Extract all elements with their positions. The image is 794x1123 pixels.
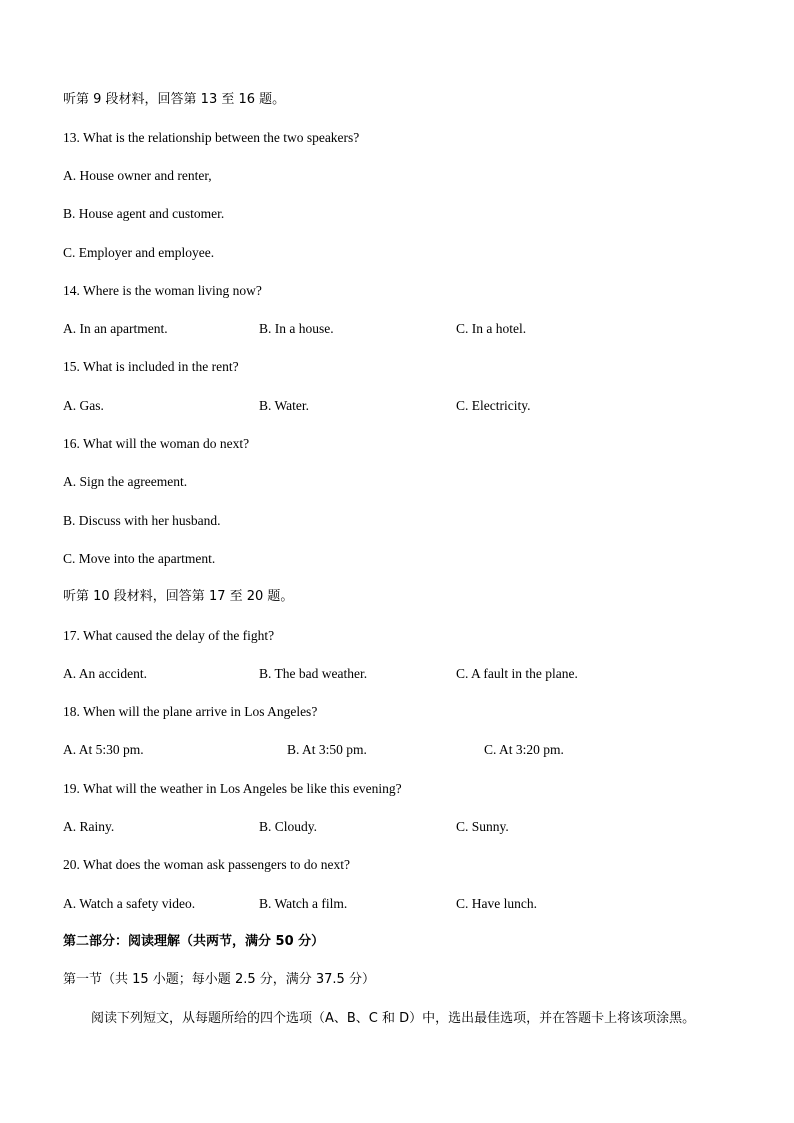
question-14-option-c: C. In a hotel. — [456, 321, 527, 336]
question-16: 16. What will the woman do next? — [63, 436, 250, 451]
question-19-option-c: C. Sunny. — [456, 819, 509, 834]
question-16-option-b: B. Discuss with her husband. — [63, 513, 221, 528]
question-19-option-a: A. Rainy. — [63, 819, 115, 834]
question-20-option-b: B. Watch a film. — [259, 896, 348, 911]
question-14-option-a: A. In an apartment. — [63, 321, 168, 336]
question-18-option-b: B. At 3:50 pm. — [287, 742, 367, 757]
question-17: 17. What caused the delay of the fight? — [63, 628, 275, 643]
question-13: 13. What is the relationship between the two speakers? — [63, 130, 360, 145]
reading-instructions: 阅读下列短文，从每题所给的四个选项（A、B、C 和 D）中，选出最佳选项，并在答题卡上将该项涂黑。 — [91, 1011, 696, 1026]
question-14: 14. Where is the woman living now? — [63, 283, 262, 298]
section-1-title: 第一节（共 15 小题；每小题 2.5 分，满分 37.5 分） — [63, 972, 375, 987]
question-13-option-c: C. Employer and employee. — [63, 245, 215, 260]
question-20-option-a: A. Watch a safety video. — [63, 896, 196, 911]
question-18-option-c: C. At 3:20 pm. — [484, 742, 564, 757]
question-17-option-a: A. An accident. — [63, 666, 147, 681]
question-20: 20. What does the woman ask passengers to do next? — [63, 857, 350, 872]
part-2-title: 第二部分：阅读理解（共两节，满分 50 分） — [63, 934, 325, 949]
question-17-option-b: B. The bad weather. — [259, 666, 368, 681]
section-10-header: 听第 10 段材料，回答第 17 至 20 题。 — [63, 589, 294, 604]
question-15-option-a: A. Gas. — [63, 398, 104, 413]
section-9-header: 听第 9 段材料，回答第 13 至 16 题。 — [63, 92, 286, 107]
question-18-option-a: A. At 5:30 pm. — [63, 742, 144, 757]
question-13-option-b: B. House agent and customer. — [63, 206, 225, 221]
question-13-option-a: A. House owner and renter, — [63, 168, 212, 183]
question-20-option-c: C. Have lunch. — [456, 896, 537, 911]
question-14-option-b: B. In a house. — [259, 321, 334, 336]
question-16-option-c: C. Move into the apartment. — [63, 551, 216, 566]
question-17-option-c: C. A fault in the plane. — [456, 666, 578, 681]
question-15-option-b: B. Water. — [259, 398, 310, 413]
question-19-option-b: B. Cloudy. — [259, 819, 318, 834]
question-18: 18. When will the plane arrive in Los Angeles? — [63, 704, 318, 719]
question-15: 15. What is included in the rent? — [63, 359, 239, 374]
question-16-option-a: A. Sign the agreement. — [63, 474, 188, 489]
question-19: 19. What will the weather in Los Angeles be like this evening? — [63, 781, 402, 796]
question-15-option-c: C. Electricity. — [456, 398, 531, 413]
